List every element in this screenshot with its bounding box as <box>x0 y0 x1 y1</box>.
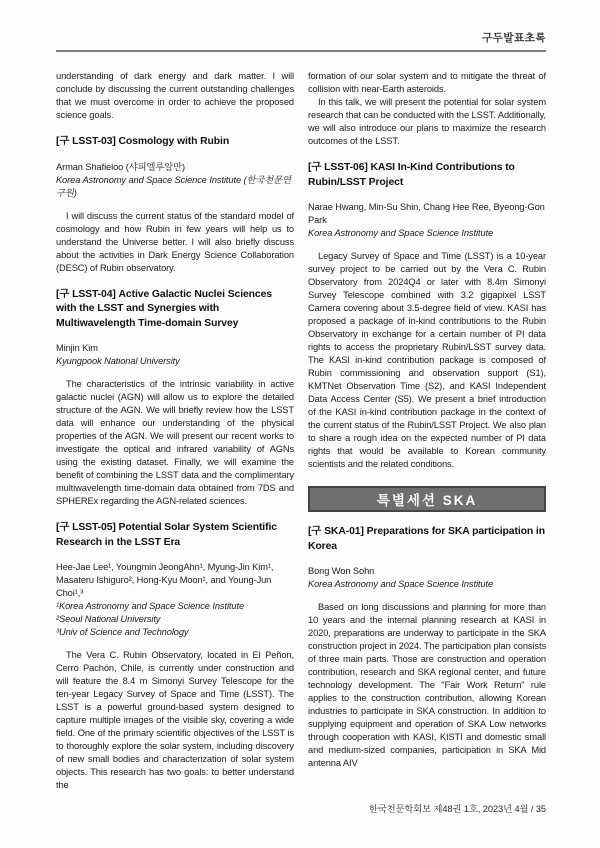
section-heading-lsst05: [구 LSST-05] Potential Solar System Scientific Research in the LSST Era <box>56 522 277 548</box>
section-heading-lsst06: [구 LSST-06] KASI In-Kind Contributions to Rubin/LSST Project <box>308 162 515 188</box>
abstract-paragraph: The characteristics of the intrinsic variability in active galactic nuclei (AGN) will allow us to explore the detailed structure of the AGN. We will briefly review how the LSST data will enhance our understanding of the physical properties of the AGN. We will present our recent works to investigate the optical and infrared variability of AGNs using the existing dataset. Finally, we will examine the benefit of combining the LSST data and the complimentary multiwavelength time-domain data obtained from 7DS and SPHEREx regarding the AGN-related sciences. <box>56 379 294 506</box>
two-column-body <box>56 70 546 792</box>
special-session-banner <box>308 486 546 512</box>
special-session-banner-label: 특별세션 SKA <box>376 493 478 508</box>
affiliation-line: Korea Astronomy and Space Science Institute <box>308 579 494 589</box>
lsst05-continuation-paragraph: formation of our solar system and to mitigate the threat of collision with near-Earth asteroids. <box>308 71 546 94</box>
lsst05-closing-paragraph: In this talk, we will present the potential for solar system research that can be conducted with the LSST. Additionally, we will also introduce our plans to maximize the research outcomes of the LSST. <box>308 97 546 146</box>
section-lsst06 <box>308 161 546 471</box>
column-left <box>56 70 294 792</box>
footer-text: 한국천문학회보 제48권 1호, 2023년 4월 / 35 <box>368 804 546 814</box>
affiliation-line: ²Seoul National University <box>56 614 161 624</box>
page-footer <box>56 801 546 815</box>
abstract-paragraph: Based on long discussions and planning for more than 10 years and the internal planning research at KASI in 2020, preparations are underway to participate in the SKA construction project in 2024. The participation plan consists of three main parts. Those are construction and operation contribution, research and SKA regional center, and future technology development. The "Fair Work Return" rule applies to the construction contribution, allowing Korean industries to participate in SKA construction. In addition to supplying equipment and operation of SKA Low networks through cooperation with KASI, KISTI and domestic small and medium-sized companies, participation in SKA Mid antenna AIV <box>308 602 546 768</box>
affiliation-line: Korea Astronomy and Space Science Institute <box>308 228 494 238</box>
affiliation-line: Korea Astronomy and Space Science Institute (한국천문연구원) <box>56 174 291 198</box>
abstract-paragraph: Legacy Survey of Space and Time (LSST) is a 10-year survey project to be carried out by the Vera C. Rubin Observatory from 2024Q4 or later with 8.4m Simonyi Survey Telescope combined with 3.2 gigapixel LSST Camera covering about 3.5-degree field of view. KASI has proposed a package of in-kind contributions to the Rubin Observatory in exchange for a certain number of PI data rights to access the proprietary Rubin/LSST survey data. The KASI in-kind contribution package is composed of Rubin commissioning and observation support (S1), KMTNet Observation Time (S2), and KASI Independent Data Access Center (S5). We present a brief introduction of the KASI in-kind contribution package in the context of the current status of the Rubin/LSST Project. We also plan to share a rough idea on the expected number of PI data rights that would be available to Korean community scientists and the related conditions. <box>308 251 546 469</box>
section-heading-lsst04: [구 LSST-04] Active Galactic Nuclei Sciences with the LSST and Synergies with Multiwavelength Time-domain Survey <box>56 288 272 329</box>
abstract-paragraph: I will discuss the current status of the standard model of cosmology and how Rubin in few years will help us to understand the Universe better. I will also briefly discuss about the activities in Dark Energy Science Collaboration (DESC) of Rubin observatory. <box>56 210 294 273</box>
abstract-paragraph: The Vera C. Rubin Observatory, located in El Peñon, Cerro Pachón, Chile, is currently under construction and will feature the 8.4 m Simonyi Survey Telescope for the ten-year Legacy Survey of Space and Time (LSST). The LSST is a powerful ground-based system designed to capture multiple images of the visible sky, covering a wide field. One of the primary scientific objectives of the LSST is to thoroughly explore the solar system, including discovery of new small bodies and characterization of solar system objects. This research has two goals: to better understand the <box>56 650 294 790</box>
section-lsst05 <box>56 521 294 792</box>
affiliation-line: Kyungpook National University <box>56 356 180 366</box>
authors-line: Bong Won Sohn <box>308 566 375 576</box>
section-lsst04 <box>56 288 294 509</box>
header-rule <box>56 50 546 52</box>
section-lsst03 <box>56 135 294 275</box>
section-ska01 <box>308 525 546 770</box>
column-right <box>308 70 546 792</box>
page-header-label: 구두발표초록 <box>482 32 546 44</box>
affiliation-line: ¹Korea Astronomy and Space Science Institute <box>56 601 245 611</box>
authors-line: Minjin Kim <box>56 343 98 353</box>
intro-continuation-paragraph: understanding of dark energy and dark matter. I will conclude by discussing the current outstanding challenges that we must overcome in order to achieve the proposed science goals. <box>56 71 294 120</box>
section-heading-ska01: [구 SKA-01] Preparations for SKA participation in Korea <box>308 526 545 552</box>
authors-line: Hee-Jae Lee¹, Youngmin JeongAhn¹, Myung-Jin Kim¹, Masateru Ishiguro², Hong-Kyu Moon¹, and Young-Jun Choi¹,³ <box>56 562 274 598</box>
authors-line: Arman Shafieloo (샤피엘루알만) <box>56 161 185 172</box>
affiliation-line: ³Univ of Science and Technology <box>56 627 189 637</box>
authors-line: Narae Hwang, Min-Su Shin, Chang Hee Ree, Byeong-Gon Park <box>308 202 545 225</box>
section-heading-lsst03: [구 LSST-03] Cosmology with Rubin <box>56 136 230 147</box>
